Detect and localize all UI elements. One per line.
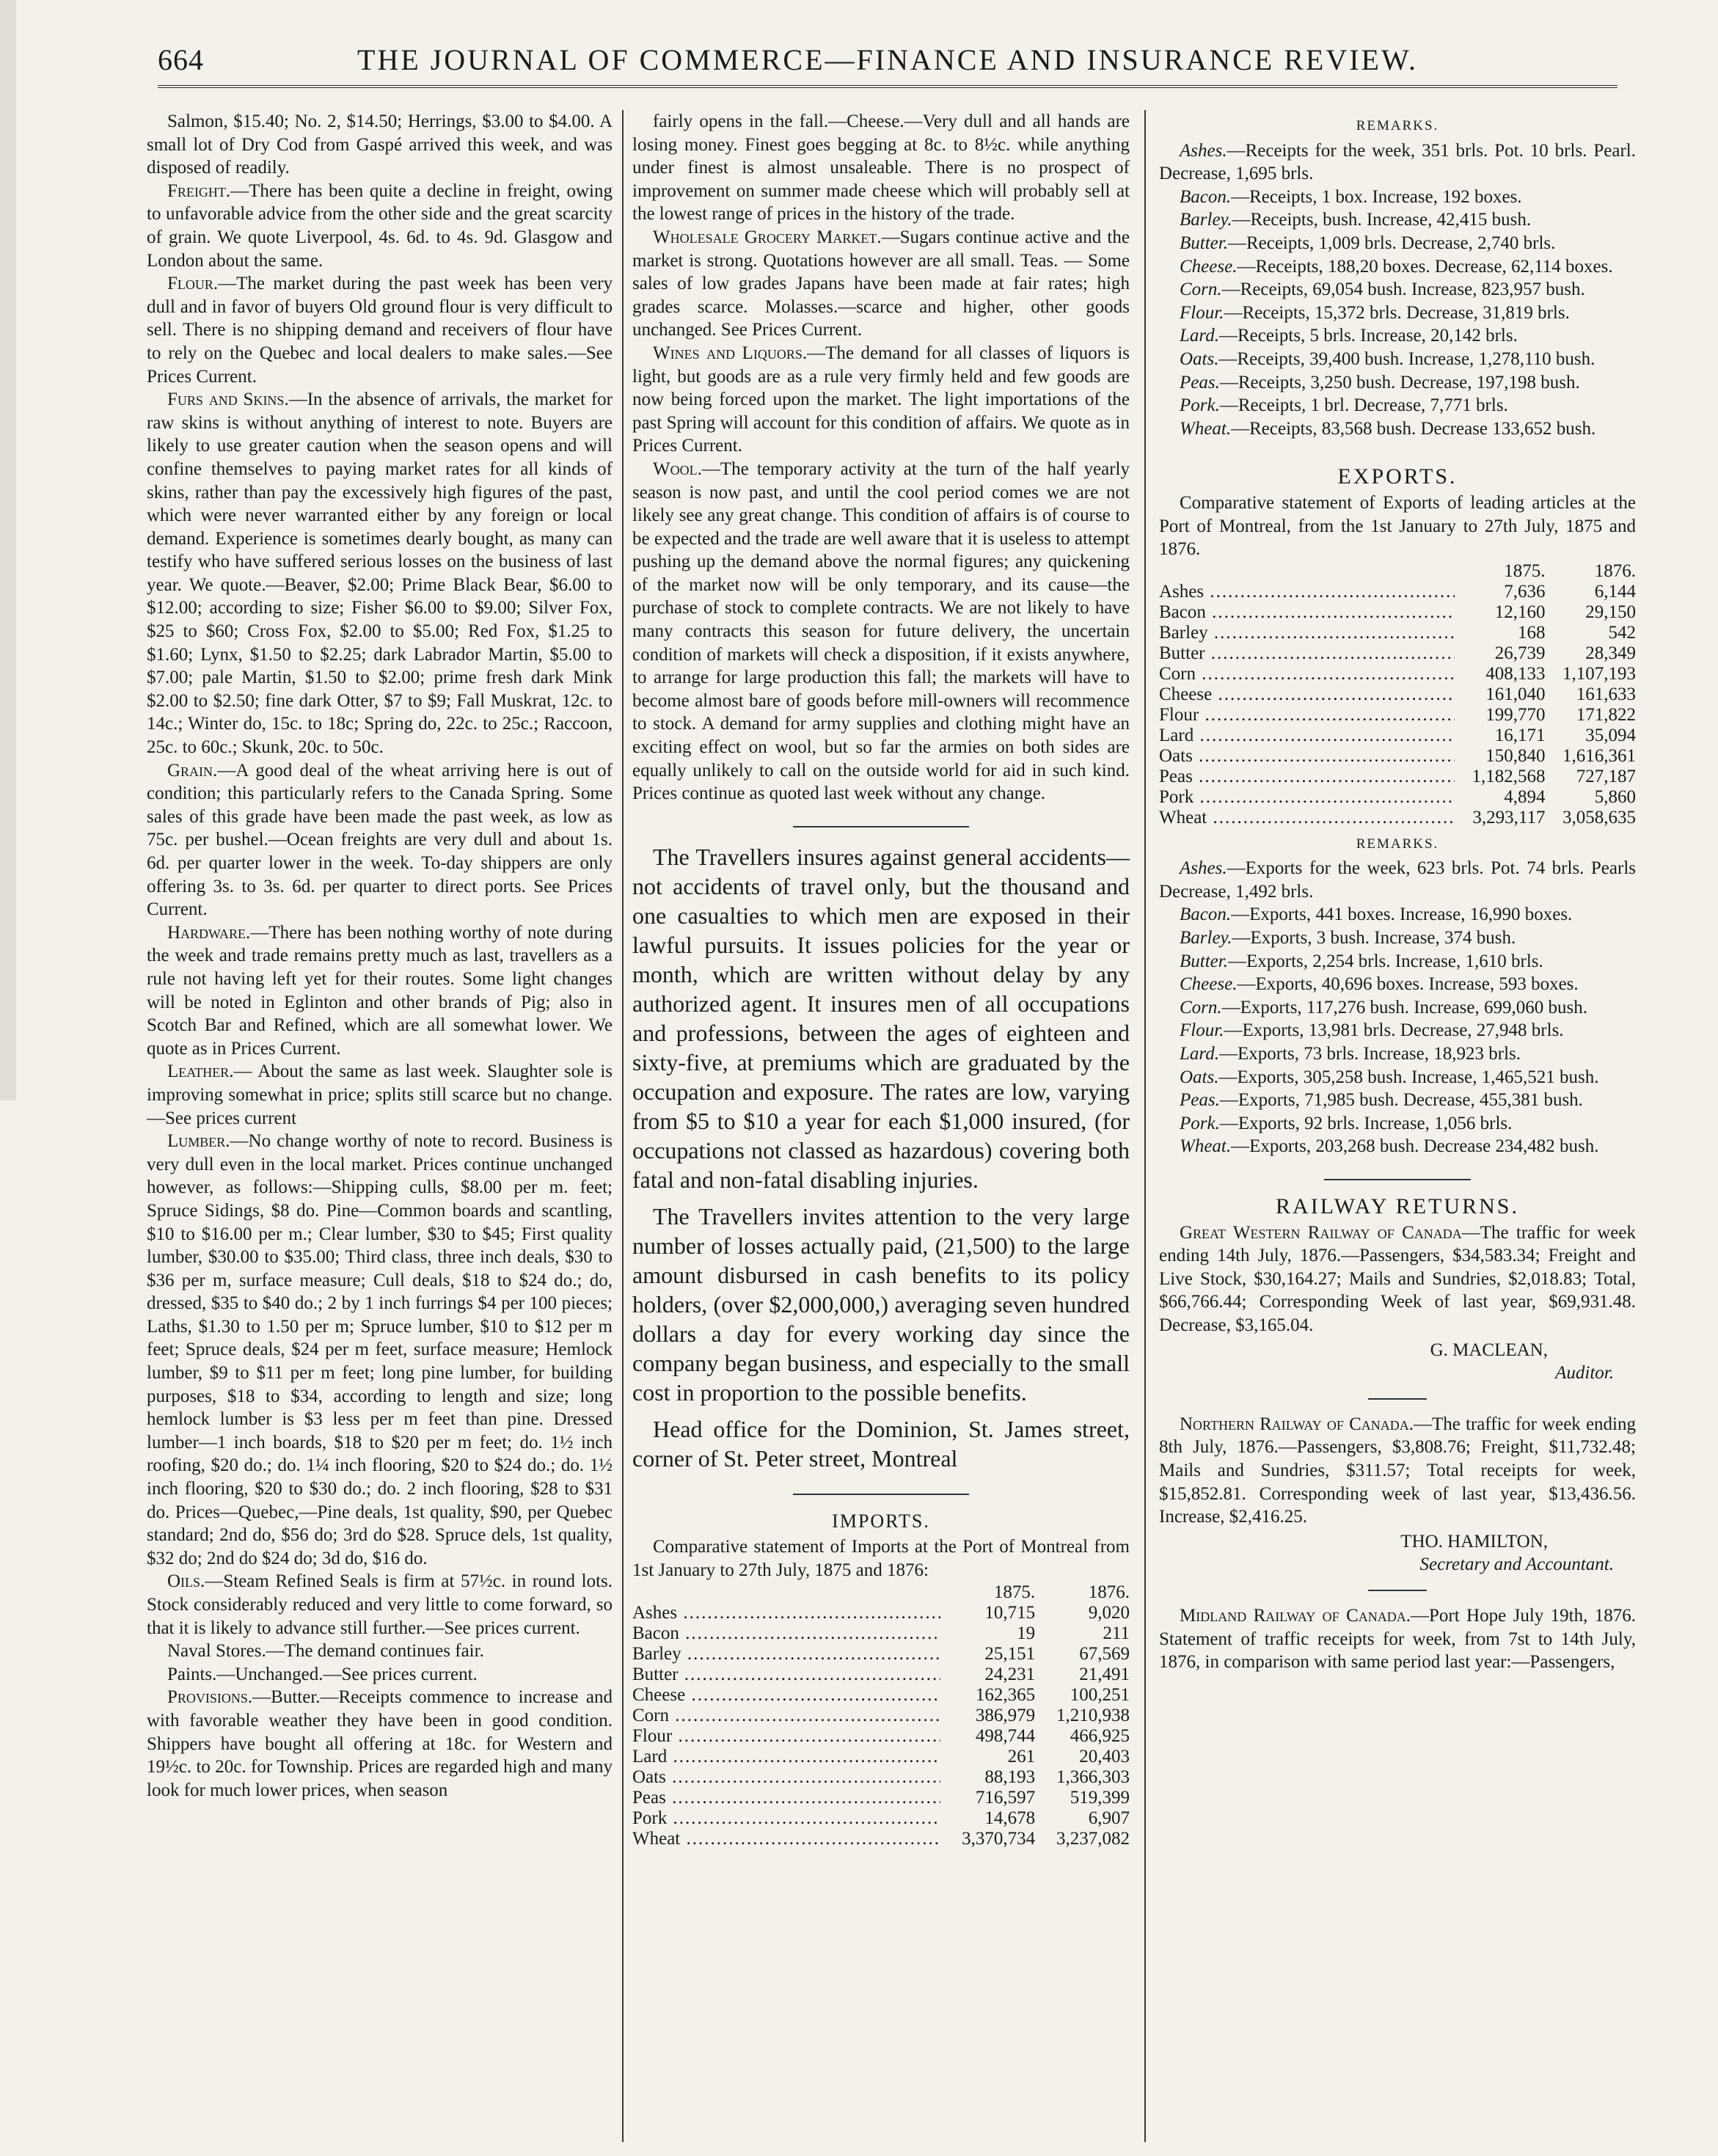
remark-text: —Receipts, 39,400 bush. Increase, 1,278,110 bush. xyxy=(1218,348,1595,369)
remark-text: —Receipts, 1 box. Increase, 192 boxes. xyxy=(1231,186,1522,207)
remark-label: Barley. xyxy=(1180,210,1232,230)
commodity-name: Flour ..... xyxy=(632,1726,940,1746)
value-1876: 3,058,635 xyxy=(1562,807,1636,827)
import-remarks-heading: REMARKS. xyxy=(1356,118,1439,134)
exports-intro: Comparative statement of Exports of leading articles at the Port of Montreal, from the 1st January to 27th July, 1875 and 1876. xyxy=(1159,492,1636,560)
paragraph-text: —In the absence of arrivals, the market for raw skins is without anything of interest to note. Buyers are likely to use greater caution when the season opens and will confine themselves to paying market rates for all kinds of skins, rather than pay the excessively high figures of the past, which were never warranted either by any foreign or local demand. Experience is sometimes dearly bought, as many can testify who have suffered serious losses on the business of last year. We quote.—Beaver, $2.00; Prime Black Bear, $6.00 to $12.00; according to size; Fisher $6.00 to $9.00; Silver Fox, $25 to $60; Cross Fox, $2.00 to $5.00; Red Fox, $1.25 to $1.60; Lynx, $1.50 to $2.25; dark Labrador Martin, $5.00 to $7.00; pale Martin, $1.50 to $2.00; prime fresh dark Mink $2.00 to $2.50; fine dark Otter, $7 to $9; Fall Muskrat, 12c. to 14c.; Winter do, 15c. to 18c; Spring do, 22c. to 25c.; Raccoon, 25c. to 60c.; Skunk, 20c. to 50c. xyxy=(147,390,613,758)
remark-text: —Receipts for the week, 351 brls. Pot. 10 brls. Pearl. Decrease, 1,695 brls. xyxy=(1159,140,1636,184)
value-1875: 16,171 xyxy=(1494,725,1546,745)
great-western-signer-title: Auditor. xyxy=(1555,1363,1614,1384)
remark-label: Lard. xyxy=(1180,326,1219,346)
market-paragraph xyxy=(632,458,1130,805)
remark-label: Butter. xyxy=(1180,233,1228,253)
remark-item xyxy=(1159,208,1636,232)
paragraph-text: Salmon, $15.40; No. 2, $14.50; Herrings, $3.00 to $4.00. A small lot of Dry Cod from Gaspé arrived this week, and was disposed of readily. xyxy=(147,112,613,178)
paragraph-text: —The market during the past week has been very dull and in favor of buyers Old ground flour is very difficult to sell. There is no shipping demand and receivers of flour have to rely on the Quebec and local dealers to make sales.—See Prices Current. xyxy=(147,274,613,387)
page-number: 664 xyxy=(158,43,204,76)
railway-name: Great Western Railway of Canada xyxy=(1180,1222,1462,1243)
market-paragraph xyxy=(147,180,613,272)
remark-item xyxy=(1159,857,1636,903)
value-1876: 3,237,082 xyxy=(1056,1828,1130,1849)
value-1875: 716,597 xyxy=(975,1787,1036,1808)
paragraph-text: —The temporary activity at the turn of the half yearly season is now past, and until the cool period comes we are not likely see any great change. This condition of affairs is of course to be expected and the trade are well aware that it is useless to attempt pushing up the demand above the normal figures; any quickening of the market now will be only temporary, and its cause—the purchase of stock to complete contracts. We are not likely to have many contracts this season for future delivery, the uncertain condition of markets will check a disposition, if it exists anywhere, to arrange for large production this fall; the markets will have to become almost bare of goods before mill-owners will recommence to stock. A demand for army supplies and clothing might have an exciting effect on wool, but so far the armies on both sides are equally unlikely to call on the outside world for aid in such kind. Prices continue as quoted last week without any change. xyxy=(632,458,1130,804)
remark-item xyxy=(1159,348,1636,371)
remark-text: —Exports, 71,985 bush. Decrease, 455,381 bush. xyxy=(1219,1090,1583,1111)
value-1875: 3,370,734 xyxy=(962,1828,1036,1849)
table-row xyxy=(632,1706,1130,1726)
commodity-name: Oats ..... xyxy=(632,1767,940,1787)
remark-text: —Exports, 117,276 bush. Increase, 699,060 bush. xyxy=(1221,997,1587,1017)
commodity-name: Oats ..... xyxy=(1159,746,1455,766)
market-paragraph xyxy=(632,110,1130,226)
commodity-name: Ashes ..... xyxy=(1159,582,1455,602)
table-row xyxy=(1159,643,1636,664)
commodity-name: Barley ..... xyxy=(632,1644,940,1664)
remark-text: —Receipts, 15,372 brls. Decrease, 31,819 brls. xyxy=(1224,302,1570,323)
remark-item xyxy=(1159,232,1636,255)
remark-label: Wheat. xyxy=(1180,1136,1232,1157)
imports-heading: IMPORTS. xyxy=(832,1510,930,1532)
table-row xyxy=(1159,767,1636,787)
remark-item xyxy=(1159,973,1636,996)
remark-text: —Exports, 3 bush. Increase, 374 bush. xyxy=(1232,928,1516,949)
value-1876: 1,210,938 xyxy=(1056,1705,1130,1725)
value-1875: 14,678 xyxy=(984,1808,1036,1828)
remark-label: Oats. xyxy=(1180,1067,1219,1087)
northern-signer-title: Secretary and Accountant. xyxy=(1419,1554,1614,1575)
value-1875: 408,133 xyxy=(1485,663,1546,684)
paragraph-lead: Wines and Liquors. xyxy=(653,343,808,363)
year-label: 1875. xyxy=(993,1582,1036,1602)
remark-item xyxy=(1159,1089,1636,1112)
remark-label: Pork. xyxy=(1180,1113,1220,1133)
remark-label: Wheat. xyxy=(1180,418,1232,439)
remark-item xyxy=(1159,1019,1636,1042)
market-paragraph xyxy=(147,1570,613,1640)
commodity-name: Cheese ..... xyxy=(632,1685,940,1705)
paragraph-text: —No change worthy of note to record. Business is very dull even in the local market. Prices continue unchanged however, as follows:—Shipping culls, $8.00 per m. feet; Spruce Sidings, $8 do. Pine—Common boards and scantling, $10 to $16.00 per m.; Clear lumber, $30 to $45; First quality lumber, $30.00 to $35.00; Third class, three inch deals, $30 to $36 per m, surface measure; Cull deals, $18 to $24 do.; do, dressed, $35 to $40 do.; 2 by 1 inch furrings $4 per 100 pieces; Laths, $1.30 to 1.50 per m; Spruce lumber, $10 to $12 per m feet; Spruce deals, $24 per m feet, surface measure; Hemlock lumber, $9 to $11 per m feet; long pine lumber, for building purposes, $18 to $34, according to length and size; long hemlock lumber is $3 less per m feet than pine. Dressed lumber—1 inch boards, $18 to $20 per m feet; do. 1½ inch roofing, $20 do.; do. 1¼ inch flooring, $20 to $24 do.; do. 1½ inch flooring, $20 to $30 do.; do. 2 inch flooring, $28 to $31 do. Prices—Quebec,—Pine deals, 1st quality, $90, per Quebec standard; 2nd do, $56 do; 3rd do $28. Spruce dels, 1st quality, $32 do; 2nd do $24 do; 3d do, $16 do. xyxy=(147,1131,613,1568)
railway-returns-heading: RAILWAY RETURNS. xyxy=(1276,1194,1519,1218)
market-paragraph xyxy=(147,110,613,180)
midland-return xyxy=(1159,1604,1636,1674)
value-1876: 171,822 xyxy=(1576,704,1636,725)
paragraph-text: — About the same as last week. Slaughter sole is improving somewhat in price; splits still scarce but no change.—See prices current xyxy=(147,1061,613,1128)
value-1876: 28,349 xyxy=(1585,643,1636,663)
paragraph-text: Paints.—Unchanged.—See prices current. xyxy=(167,1664,478,1684)
paragraph-text: —There has been nothing worthy of note during the week and trade remains pretty much as last, travellers as a rule not having left yet for their routes. Some light changes will be noted in Eglinton and other brands of Pig; also in Scotch Bar and Refined, which are all somewhat lower. We quote as in Prices Current. xyxy=(147,922,613,1059)
remark-item xyxy=(1159,371,1636,395)
value-1875: 24,231 xyxy=(984,1664,1036,1684)
remark-label: Cheese. xyxy=(1180,974,1238,995)
section-separator xyxy=(1368,1590,1427,1591)
value-1876: 161,633 xyxy=(1576,684,1636,704)
remark-label: Corn. xyxy=(1180,997,1222,1017)
great-western-signer: G. MACLEAN, xyxy=(1430,1340,1548,1360)
commodity-name: Butter ..... xyxy=(1159,643,1455,663)
value-1875: 498,744 xyxy=(975,1725,1036,1746)
commodity-name: Ashes ..... xyxy=(632,1603,940,1623)
table-row xyxy=(632,1747,1130,1767)
value-1875: 7,636 xyxy=(1504,581,1546,602)
market-report-column-continued xyxy=(632,110,1130,1849)
paragraph-lead: Oils. xyxy=(167,1571,205,1592)
year-label: 1876. xyxy=(1088,1582,1130,1602)
remark-item xyxy=(1159,417,1636,441)
value-1876: 6,144 xyxy=(1594,581,1636,602)
table-row xyxy=(1159,726,1636,746)
commodity-name: Peas ..... xyxy=(632,1788,940,1808)
table-row xyxy=(632,1829,1130,1849)
commodity-name: Pork ..... xyxy=(632,1808,940,1828)
travellers-paragraph: The Travellers insures against general accidents—not accidents of travel only, but the thousand and one casualties to which men are exposed in their lawful pursuits. It issues policies for the year or month, which are written without delay by any authorized agent. It insures men of all occupations and professions, between the ages of eighteen and sixty-five, at premiums which are graduated by the occupation and exposure. The rates are low, varying from $5 to $10 a year for each $1,000 insured, (for occupations not classed as hazardous) covering both fatal and non-fatal disabling injuries. xyxy=(632,843,1130,1193)
value-1875: 4,894 xyxy=(1504,786,1546,807)
table-row xyxy=(1159,582,1636,602)
remark-item xyxy=(1159,324,1636,348)
market-paragraph xyxy=(147,1060,613,1130)
remark-label: Butter. xyxy=(1180,951,1228,971)
section-separator xyxy=(1368,1398,1427,1400)
table-row xyxy=(632,1685,1130,1706)
import-remarks xyxy=(1159,139,1636,441)
exports-heading: EXPORTS. xyxy=(1337,464,1458,489)
remark-text: —Receipts, 3,250 bush. Decrease, 197,198 bush. xyxy=(1219,372,1580,392)
paragraph-lead: Lumber. xyxy=(167,1131,230,1152)
remark-text: —Exports, 13,981 brls. Decrease, 27,948 brls. xyxy=(1224,1020,1564,1041)
paragraph-lead: Wool. xyxy=(653,458,702,479)
table-row xyxy=(632,1808,1130,1829)
value-1875: 12,160 xyxy=(1494,602,1546,622)
column-rule-right xyxy=(1144,110,1146,2142)
table-row xyxy=(1159,684,1636,705)
remark-label: Flour. xyxy=(1180,302,1224,323)
value-1876: 1,107,193 xyxy=(1562,663,1636,684)
value-1875: 26,739 xyxy=(1494,643,1546,663)
commodity-name: Lard ..... xyxy=(632,1747,940,1766)
scan-edge-shadow xyxy=(0,0,16,1100)
commodity-name: Barley ..... xyxy=(1159,623,1455,643)
imports-intro: Comparative statement of Imports at the Port of Montreal from 1st January to 27th July, 1875 and 1876: xyxy=(632,1537,1130,1580)
great-western-return xyxy=(1159,1221,1636,1337)
value-1875: 161,040 xyxy=(1485,684,1546,704)
paragraph-text: —Sugars continue active and the market is strong. Quotations however are all small. Teas. — Some sales of low grades Japans have been made at fair rates; high grades scarce. Molasses.—scarce and higher, other goods unchanged. See Prices Current. xyxy=(632,227,1130,340)
paragraph-lead: Grain. xyxy=(167,760,218,781)
remark-item xyxy=(1159,1112,1636,1136)
paragraph-lead: Hardware. xyxy=(167,922,251,943)
journal-title: THE JOURNAL OF COMMERCE—FINANCE AND INSURANCE REVIEW. xyxy=(357,43,1419,76)
exports-table xyxy=(1159,561,1636,828)
paragraph-text: Naval Stores.—The demand continues fair. xyxy=(167,1641,484,1662)
remark-item xyxy=(1159,1042,1636,1066)
value-1875: 88,193 xyxy=(984,1766,1036,1787)
remark-text: —Exports, 441 boxes. Increase, 16,990 boxes. xyxy=(1231,905,1573,925)
remark-item xyxy=(1159,1066,1636,1089)
value-1876: 20,403 xyxy=(1079,1746,1130,1766)
value-1876: 727,187 xyxy=(1576,766,1636,786)
value-1876: 9,020 xyxy=(1088,1602,1130,1623)
table-row xyxy=(632,1603,1130,1623)
table-row xyxy=(1159,787,1636,808)
remark-item xyxy=(1159,255,1636,279)
railway-name: Northern Railway of Canada. xyxy=(1180,1414,1414,1434)
remark-text: —Receipts, 1 brl. Decrease, 7,771 brls. xyxy=(1219,395,1508,416)
remark-text: —Receipts, 188,20 boxes. Decrease, 62,114 boxes. xyxy=(1237,256,1613,277)
paragraph-lead: Leather. xyxy=(167,1061,234,1082)
value-1876: 35,094 xyxy=(1585,725,1636,745)
paragraph-text: —There has been quite a decline in freight, owing to unfavorable advice from the other side and the great scarcity of grain. We quote Liverpool, 4s. 6d. to 4s. 9d. Glasgow and London about the same. xyxy=(147,180,613,271)
market-paragraph xyxy=(147,1686,613,1802)
travellers-insurance-notice xyxy=(632,842,1130,1473)
value-1876: 211 xyxy=(1103,1623,1130,1643)
commodity-name: Peas ..... xyxy=(1159,767,1455,786)
value-1876: 1,366,303 xyxy=(1056,1766,1130,1787)
remark-text: —Exports, 40,696 boxes. Increase, 593 boxes. xyxy=(1237,974,1579,995)
market-paragraph xyxy=(147,921,613,1061)
travellers-paragraph: Head office for the Dominion, St. James street, corner of St. Peter street, Montreal xyxy=(632,1415,1130,1472)
paragraph-lead: Freight. xyxy=(167,180,231,201)
remark-label: Oats. xyxy=(1180,348,1219,369)
section-separator xyxy=(793,1494,969,1495)
remark-text: —Exports, 305,258 bush. Increase, 1,465,521 bush. xyxy=(1218,1067,1599,1087)
value-1876: 1,616,361 xyxy=(1562,745,1636,766)
remark-text: —Exports, 2,254 brls. Increase, 1,610 brls. xyxy=(1227,951,1543,971)
remark-label: Bacon. xyxy=(1180,186,1232,207)
value-1875: 10,715 xyxy=(984,1602,1036,1623)
remark-label: Barley. xyxy=(1180,928,1232,949)
railway-name: Midland Railway of Canada. xyxy=(1180,1605,1411,1626)
commodity-name: Bacon ..... xyxy=(1159,602,1455,622)
market-paragraph xyxy=(147,388,613,759)
value-1875: 162,365 xyxy=(975,1684,1036,1705)
market-report-column xyxy=(147,110,613,1802)
value-1875: 261 xyxy=(1007,1746,1036,1766)
commodity-name: Cheese ..... xyxy=(1159,684,1455,704)
commodity-name: Butter ..... xyxy=(632,1664,940,1684)
remark-label: Ashes. xyxy=(1180,140,1227,161)
table-row xyxy=(1159,602,1636,623)
export-remarks xyxy=(1159,857,1636,1158)
northern-return xyxy=(1159,1413,1636,1529)
remark-item xyxy=(1159,1135,1636,1158)
paragraph-lead: Furs and Skins. xyxy=(167,390,289,410)
paragraph-lead: Wholesale Grocery Market. xyxy=(653,227,882,247)
remark-label: Peas. xyxy=(1180,372,1220,392)
table-row xyxy=(1159,746,1636,767)
market-paragraph xyxy=(632,342,1130,458)
value-1875: 150,840 xyxy=(1485,745,1546,766)
commodity-name: Flour ..... xyxy=(1159,705,1455,725)
remark-text: —Receipts, 83,568 bush. Decrease 133,652 bush. xyxy=(1231,418,1596,439)
remark-item xyxy=(1159,139,1636,186)
commodity-name: Wheat ..... xyxy=(632,1829,940,1849)
export-remarks-heading: REMARKS. xyxy=(1356,836,1439,852)
remark-item xyxy=(1159,186,1636,209)
table-row xyxy=(1159,623,1636,643)
table-row xyxy=(632,1644,1130,1664)
table-row xyxy=(632,1726,1130,1747)
paragraph-text: —Butter.—Receipts commence to increase and with favorable weather they have been in good condition. Shippers have bought all offering at 18c. for Western and 19½c. to 20c. for Township. Prices are regarded high and many look for much lower prices, when season xyxy=(147,1687,613,1800)
paragraph-text: —Steam Refined Seals is firm at 57½c. in round lots. Stock considerably reduced and very little to come forward, so that it is likely to advance still further.—See prices current. xyxy=(147,1571,613,1638)
imports-year-row xyxy=(632,1582,1130,1603)
year-label: 1875. xyxy=(1504,560,1546,581)
commodity-name: Wheat ..... xyxy=(1159,808,1455,827)
remark-label: Cheese. xyxy=(1180,256,1238,277)
railway-text: —The traffic for week ending 8th July, 1876.—Passengers, $3,808.76; Freight, $11,732.48; Mails and Sundries, $311.57; Total receipts for week, $15,852.81. Corresponding week of last year, $13,436.56. Increase, $2,416.25. xyxy=(1159,1414,1636,1527)
value-1875: 199,770 xyxy=(1485,704,1546,725)
remark-text: —Receipts, 5 brls. Increase, 20,142 brls. xyxy=(1218,326,1518,346)
table-row xyxy=(1159,705,1636,726)
value-1876: 466,925 xyxy=(1070,1725,1130,1746)
remark-item xyxy=(1159,302,1636,325)
remark-text: —Receipts, 69,054 bush. Increase, 823,957 bush. xyxy=(1221,279,1585,300)
value-1876: 542 xyxy=(1608,622,1636,643)
paragraph-text: fairly opens in the fall.—Cheese.—Very dull and all hands are losing money. Finest goes begging at 8c. to 8½c. while anything under finest is almost unsaleable. There is no prospect of improvement on summer made cheese which will probably sell at the lowest range of prices in the history of the trade. xyxy=(632,112,1130,224)
value-1875: 1,182,568 xyxy=(1472,766,1546,786)
remark-label: Pork. xyxy=(1180,395,1220,416)
value-1876: 29,150 xyxy=(1585,602,1636,622)
column-rule-left xyxy=(622,110,624,2142)
remark-text: —Exports, 203,268 bush. Decrease 234,482 bush. xyxy=(1231,1136,1599,1157)
paragraph-lead: Flour. xyxy=(167,274,219,294)
value-1876: 6,907 xyxy=(1088,1808,1130,1828)
imports-table xyxy=(632,1582,1130,1849)
year-label: 1876. xyxy=(1594,560,1636,581)
remark-item xyxy=(1159,927,1636,950)
value-1875: 168 xyxy=(1518,622,1546,643)
remark-text: —Receipts, bush. Increase, 42,415 bush. xyxy=(1232,210,1532,230)
remark-item xyxy=(1159,278,1636,302)
market-paragraph xyxy=(632,226,1130,342)
remark-text: —Exports for the week, 623 brls. Pot. 74 brls. Pearls Decrease, 1,492 brls. xyxy=(1159,858,1636,902)
commodity-name: Bacon ..... xyxy=(632,1623,940,1643)
northern-signer: THO. HAMILTON, xyxy=(1400,1531,1548,1552)
table-row xyxy=(632,1623,1130,1644)
commodity-name: Pork ..... xyxy=(1159,787,1455,807)
remark-text: —Exports, 92 brls. Increase, 1,056 brls. xyxy=(1219,1113,1513,1133)
exports-year-row xyxy=(1159,561,1636,582)
value-1875: 19 xyxy=(1017,1623,1036,1643)
table-row xyxy=(632,1767,1130,1788)
market-paragraph xyxy=(147,272,613,388)
commodity-name: Corn ..... xyxy=(1159,664,1455,684)
table-row xyxy=(1159,664,1636,684)
market-paragraph xyxy=(147,1663,613,1687)
remark-label: Corn. xyxy=(1180,279,1222,300)
remark-item xyxy=(1159,996,1636,1020)
value-1876: 21,491 xyxy=(1079,1664,1130,1684)
remark-label: Peas. xyxy=(1180,1090,1220,1111)
statistics-column xyxy=(1159,110,1636,1674)
value-1875: 25,151 xyxy=(984,1643,1036,1664)
remark-item xyxy=(1159,394,1636,417)
value-1876: 100,251 xyxy=(1070,1684,1130,1705)
value-1876: 519,399 xyxy=(1070,1787,1130,1808)
remark-text: —Exports, 73 brls. Increase, 18,923 brls. xyxy=(1218,1044,1521,1064)
paragraph-text: —A good deal of the wheat arriving here is out of condition; this particularly refers to the Canada Spring. Some sales of this grade have been made the past week, as low as 75c. per bushel.—Ocean freights are very dull and about 1s. 6d. per quarter lower in the week. To-day shippers are only offering 3s. to 3s. 6d. per quarter to direct ports. See Prices Current. xyxy=(147,760,613,920)
market-paragraph xyxy=(147,1130,613,1570)
market-paragraph xyxy=(147,1640,613,1663)
remark-label: Bacon. xyxy=(1180,905,1232,925)
remark-item xyxy=(1159,903,1636,927)
table-row xyxy=(632,1788,1130,1808)
remark-label: Lard. xyxy=(1180,1044,1219,1064)
railway-text: —The traffic for week ending 14th July, 1876.—Passengers, $34,583.34; Freight and Live Stock, $30,164.27; Mails and Sundries, $2,018.83; Total, $66,766.44; Corresponding Week of last year, $69,931.48. Decrease, $3,165.04. xyxy=(1159,1222,1636,1335)
section-separator xyxy=(793,826,969,827)
table-row xyxy=(632,1664,1130,1685)
value-1875: 386,979 xyxy=(975,1705,1036,1725)
railway-text: —Port Hope July 19th, 1876. Statement of traffic receipts for week, from 7st to 14th July, 1876, in comparison with same period last year:—Passengers, xyxy=(1159,1605,1636,1673)
market-paragraph xyxy=(147,759,613,921)
page-header xyxy=(158,41,1618,88)
remark-text: —Receipts, 1,009 brls. Decrease, 2,740 brls. xyxy=(1227,233,1556,253)
table-row xyxy=(1159,808,1636,828)
travellers-paragraph: The Travellers invites attention to the very large number of losses actually paid, (21,500) to the large amount disbursed in cash benefits to its policy holders, (over $2,000,000,) averaging seven hundred dollars a day for every working day since the company began business, and especially to the small cost in proportion to the possible benefits. xyxy=(632,1202,1130,1406)
remark-label: Ashes. xyxy=(1180,858,1227,879)
paragraph-lead: Provisions. xyxy=(167,1687,253,1708)
paragraph-text: —The demand for all classes of liquors is light, but goods are as a rule very firmly held and few goods are now being forced upon the market. The light importations of the past Spring will account for this condition of affairs. We quote as in Prices Current. xyxy=(632,343,1130,456)
remark-label: Flour. xyxy=(1180,1020,1224,1041)
commodity-name: Lard ..... xyxy=(1159,726,1455,745)
value-1876: 67,569 xyxy=(1079,1643,1130,1664)
section-separator xyxy=(1324,1179,1471,1180)
value-1876: 5,860 xyxy=(1594,786,1636,807)
market-report-paragraphs xyxy=(632,110,1130,805)
remark-item xyxy=(1159,950,1636,973)
commodity-name: Corn ..... xyxy=(632,1706,940,1725)
value-1875: 3,293,117 xyxy=(1472,807,1546,827)
